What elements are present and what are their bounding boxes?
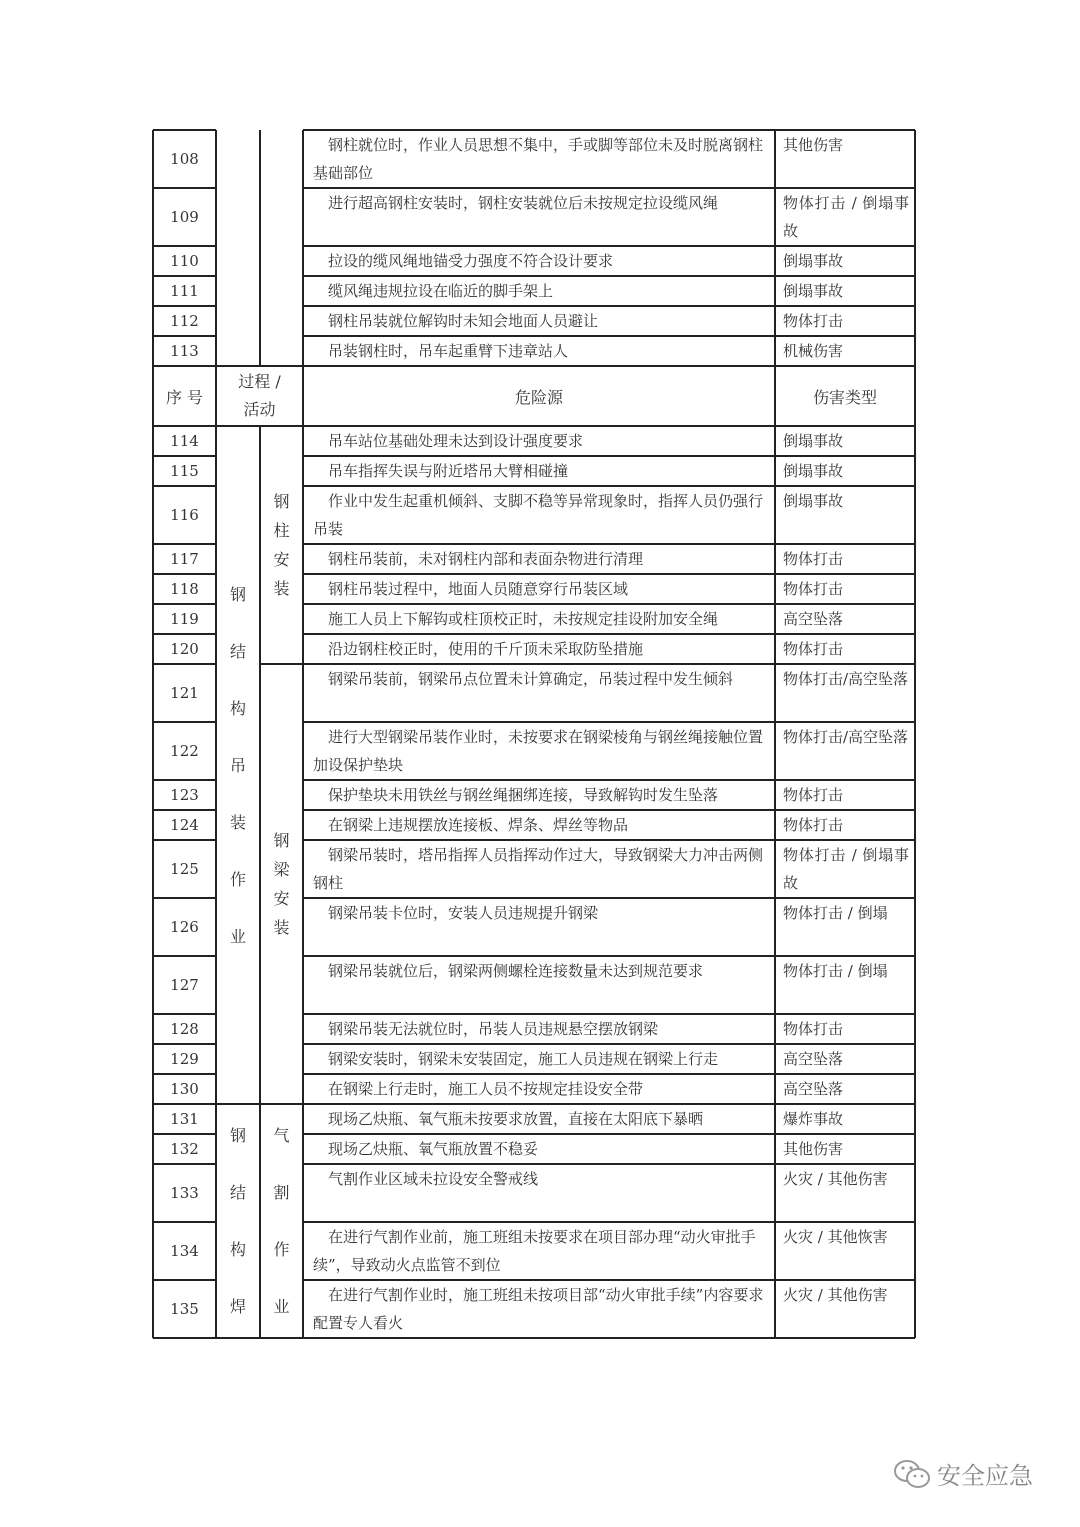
row-border <box>303 305 915 307</box>
row-border <box>303 1073 915 1075</box>
row-border <box>153 455 216 457</box>
row-number: 110 <box>170 252 199 270</box>
row-number: 123 <box>170 786 199 804</box>
hazard-text: 气割作业区域未拉设安全警戒线 <box>328 1170 539 1188</box>
row-number: 125 <box>170 860 199 878</box>
activity-gas-cutting: 气 割 作 业 <box>273 1126 290 1316</box>
row-border <box>153 305 216 307</box>
row-border <box>303 543 915 545</box>
hazard-text: 钢梁吊装卡位时，安装人员违规提升钢梁 <box>328 904 599 922</box>
hazard-text: 吊车指挥失误与附近塔吊大臂相碰撞 <box>328 462 569 480</box>
row-number: 133 <box>170 1184 199 1202</box>
row-number: 131 <box>170 1110 199 1128</box>
row-border <box>303 485 915 487</box>
hazard-text: 拉设的缆风绳地锚受力强度不符合设计要求 <box>328 252 614 270</box>
col-border <box>259 130 261 366</box>
row-border <box>303 1163 915 1165</box>
row-number: 128 <box>170 1020 199 1038</box>
row-border <box>153 721 216 723</box>
row-border <box>303 955 915 957</box>
row-border <box>303 633 915 635</box>
row-number: 129 <box>170 1050 199 1068</box>
harm-type: 物体打击 <box>783 1020 844 1038</box>
row-border <box>303 245 915 247</box>
harm-type: 物体打击 <box>783 550 844 568</box>
hazard-text: 钢梁吊装就位后，钢梁两侧螺栓连接数量未达到规范要求 <box>328 962 704 980</box>
row-number: 111 <box>170 282 199 300</box>
hazard-table <box>153 130 915 1345</box>
row-number: 108 <box>170 150 199 168</box>
row-border <box>153 779 216 781</box>
harm-type: 物体打击/高空坠落 <box>783 728 909 746</box>
row-border <box>153 809 216 811</box>
row-number: 122 <box>170 742 199 760</box>
row-border <box>153 129 216 131</box>
harm-type: 物体打击 / 倒塌 <box>783 962 888 980</box>
activity-steel-beam: 钢 梁 安 装 <box>273 831 290 937</box>
row-border <box>303 1133 915 1135</box>
hazard-text: 吊装钢柱时，吊车起重臂下违章站人 <box>328 342 569 360</box>
row-border <box>303 187 915 189</box>
hazard-text: 缆风绳违规拉设在临近的脚手架上 <box>328 282 554 300</box>
hazard-text: 现场乙炔瓶、氧气瓶放置不稳妥 <box>328 1140 539 1158</box>
row-number: 120 <box>170 640 199 658</box>
harm-type: 倒塌事故 <box>783 282 844 300</box>
header-process: 过程 / 活动 <box>238 372 281 419</box>
harm-type: 物体打击 <box>783 786 844 804</box>
harm-type: 火灾 / 其他伤害 <box>783 1286 888 1304</box>
hazard-text: 在钢梁上行走时，施工人员不按规定挂设安全带 <box>328 1080 644 1098</box>
row-border <box>303 1279 915 1281</box>
row-border <box>153 839 216 841</box>
hazard-text: 现场乙炔瓶、氧气瓶未按要求放置，直接在太阳底下暴晒 <box>328 1110 704 1128</box>
hazard-text: 钢梁吊装无法就位时，吊装人员违规悬空摆放钢梁 <box>328 1020 659 1038</box>
harm-type: 物体打击 / 倒塌事故 <box>783 846 909 892</box>
col-border <box>774 130 776 1338</box>
row-border <box>303 455 915 457</box>
harm-type: 倒塌事故 <box>783 462 844 480</box>
col-border <box>302 130 304 1338</box>
row-border <box>153 603 216 605</box>
header-harm: 伤害类型 <box>812 387 877 407</box>
row-border <box>153 1073 216 1075</box>
watermark-text: 安全应急 <box>937 1462 1033 1490</box>
row-number: 130 <box>170 1080 199 1098</box>
row-border <box>303 839 915 841</box>
hazard-text: 钢柱吊装前，未对钢柱内部和表面杂物进行清理 <box>328 550 644 568</box>
hazard-text: 钢梁安装时，钢梁未安装固定，施工人员违规在钢梁上行走 <box>328 1050 719 1068</box>
row-border <box>153 1279 216 1281</box>
row-border <box>303 1221 915 1223</box>
hazard-text: 钢柱吊装过程中，地面人员随意穿行吊装区域 <box>328 580 629 598</box>
activity-steel-column: 钢 柱 安 装 <box>273 492 290 598</box>
harm-type: 其他伤害 <box>783 136 844 154</box>
harm-type: 物体打击 / 倒塌事故 <box>783 194 909 240</box>
harm-type: 物体打击 / 倒塌 <box>783 904 888 922</box>
row-number: 116 <box>170 506 199 524</box>
row-border <box>153 245 216 247</box>
hazard-text: 在进行气割作业时，施工班组未按项目部“动火审批手续”内容要求配置专人看火 <box>313 1286 764 1332</box>
row-number: 117 <box>170 550 199 568</box>
row-border <box>153 275 216 277</box>
row-border <box>153 1013 216 1015</box>
row-border <box>303 721 915 723</box>
process-steel-welding: 钢 结 构 焊 <box>229 1126 246 1316</box>
row-number: 119 <box>170 610 199 628</box>
hazard-text: 钢梁吊装时，塔吊指挥人员指挥动作过大，导致钢梁大力冲击两侧钢柱 <box>313 846 764 892</box>
row-border <box>153 633 216 635</box>
row-number: 126 <box>170 918 199 936</box>
harm-type: 爆炸事故 <box>783 1110 844 1128</box>
row-border <box>303 335 915 337</box>
row-border <box>153 663 216 665</box>
row-number: 109 <box>170 208 199 226</box>
hazard-text: 吊车站位基础处理未达到设计强度要求 <box>328 432 584 450</box>
row-border <box>153 1133 216 1135</box>
wechat-icon <box>893 1458 931 1490</box>
col-border <box>914 130 916 1338</box>
hazard-text: 进行大型钢梁吊装作业时，未按要求在钢梁棱角与钢丝绳接触位置加设保护垫块 <box>313 728 764 774</box>
hazard-text: 保护垫块未用铁丝与钢丝绳捆绑连接，导致解钩时发生坠落 <box>328 786 719 804</box>
row-border <box>153 187 216 189</box>
harm-type: 高空坠落 <box>783 1080 844 1098</box>
row-border <box>303 1043 915 1045</box>
harm-type: 其他伤害 <box>783 1140 844 1158</box>
row-border <box>303 809 915 811</box>
row-border <box>303 603 915 605</box>
row-number: 127 <box>170 976 199 994</box>
hazard-text: 钢柱吊装就位解钩时未知会地面人员避让 <box>328 312 599 330</box>
row-border <box>153 955 216 957</box>
process-steel-lifting: 钢 结 构 吊 装 作 业 <box>229 584 246 946</box>
harm-type: 物体打击 <box>783 816 844 834</box>
row-border <box>153 335 216 337</box>
row-border <box>303 1103 915 1105</box>
watermark <box>893 1456 1033 1491</box>
header-hazard: 危险源 <box>514 387 563 407</box>
hazard-text: 钢柱就位时，作业人员思想不集中，手或脚等部位未及时脱离钢柱基础部位 <box>313 136 764 182</box>
hazard-text: 进行超高钢柱安装时，钢柱安装就位后未按规定拉设缆风绳 <box>328 194 719 212</box>
row-number: 132 <box>170 1140 199 1158</box>
row-border <box>303 1013 915 1015</box>
col-border <box>152 130 154 1338</box>
row-border <box>153 897 216 899</box>
row-border <box>303 663 915 665</box>
hazard-text: 施工人员上下解钩或柱顶校正时，未按规定挂设附加安全绳 <box>328 610 719 628</box>
header-no: 序 号 <box>165 387 204 407</box>
harm-type: 机械伤害 <box>783 342 844 360</box>
hazard-text: 沿边钢柱校正时，使用的千斤顶未采取防坠措施 <box>328 640 644 658</box>
row-number: 112 <box>170 312 199 330</box>
harm-type: 火灾 / 其他伤害 <box>783 1170 888 1188</box>
row-border <box>153 485 216 487</box>
row-border <box>303 573 915 575</box>
row-border <box>303 275 915 277</box>
row-number: 124 <box>170 816 199 834</box>
row-border <box>303 129 915 131</box>
row-number: 135 <box>170 1300 199 1318</box>
harm-type: 物体打击/高空坠落 <box>783 670 909 688</box>
col-border <box>259 426 261 1338</box>
harm-type: 高空坠落 <box>783 610 844 628</box>
harm-type: 倒塌事故 <box>783 252 844 270</box>
harm-type: 物体打击 <box>783 640 844 658</box>
row-border <box>153 1103 216 1105</box>
col-border <box>215 130 217 1338</box>
row-border <box>153 1163 216 1165</box>
harm-type: 倒塌事故 <box>783 432 844 450</box>
row-border <box>153 1221 216 1223</box>
hazard-text: 在钢梁上违规摆放连接板、焊条、焊丝等物品 <box>328 816 629 834</box>
hazard-text: 钢梁吊装前，钢梁吊点位置未计算确定，吊装过程中发生倾斜 <box>328 670 734 688</box>
harm-type: 高空坠落 <box>783 1050 844 1068</box>
row-number: 113 <box>170 342 199 360</box>
hazard-text: 作业中发生起重机倾斜、支脚不稳等异常现象时，指挥人员仍强行吊装 <box>313 492 764 538</box>
row-border <box>153 365 915 367</box>
harm-type: 倒塌事故 <box>783 492 844 510</box>
harm-type: 火灾 / 其他恢害 <box>783 1228 888 1246</box>
row-number: 118 <box>170 580 199 598</box>
row-border <box>153 543 216 545</box>
row-number: 121 <box>170 684 199 702</box>
harm-type: 物体打击 <box>783 580 844 598</box>
row-number: 115 <box>170 462 199 480</box>
hazard-text: 在进行气割作业前，施工班组未按要求在项目部办理“动火审批手续”，导致动火点监管不到位 <box>313 1228 756 1274</box>
row-number: 134 <box>170 1242 199 1260</box>
row-number: 114 <box>170 432 199 450</box>
row-border <box>303 1337 915 1339</box>
row-border <box>303 897 915 899</box>
row-border <box>303 779 915 781</box>
harm-type: 物体打击 <box>783 312 844 330</box>
row-border <box>153 1043 216 1045</box>
row-border <box>260 663 303 665</box>
row-border <box>153 425 915 427</box>
row-border <box>153 573 216 575</box>
row-border <box>153 1337 216 1339</box>
